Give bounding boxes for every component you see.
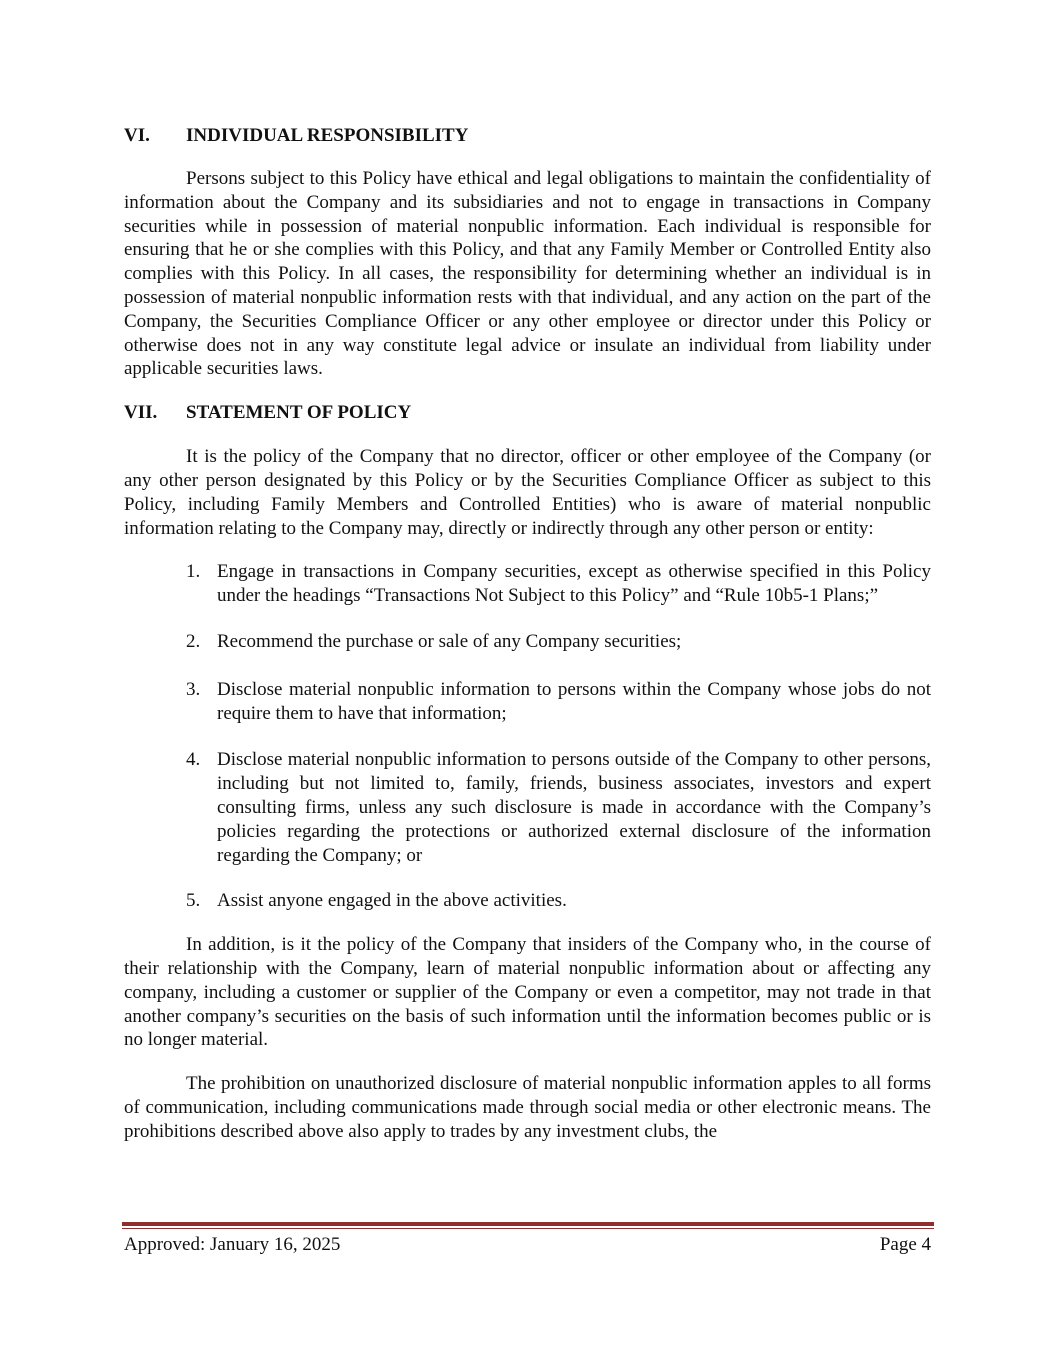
list-item-text: Disclose material nonpublic information to persons within the Company whose jobs do not require them to have that information; xyxy=(217,678,931,724)
list-item xyxy=(124,889,931,913)
document-page xyxy=(124,124,931,1144)
list-item-text: Assist anyone engaged in the above activities. xyxy=(217,890,567,912)
list-item xyxy=(124,748,931,867)
footer-rule xyxy=(122,1222,934,1226)
section-heading-vii xyxy=(124,401,931,425)
paragraph: In addition, is it the policy of the Company that insiders of the Company who, in the course of their relationship with the Company, learn of material nonpublic information about or affecting any company, including a customer or supplier of the Company or even a competitor, may not trade in that another company’s securities on the basis of such information until the information becomes public or is no longer material. xyxy=(124,934,931,1051)
list-item-text: Engage in transactions in Company securities, except as otherwise specified in this Policy under the headings “Transactions Not Subject to this Policy” and “Rule 10b5-1 Plans;” xyxy=(217,561,931,607)
paragraph: The prohibition on unauthorized disclosure of material nonpublic information apples to all forms of communication, including communications made through social media or other electronic means. The prohibitions described above also apply to trades by any investment clubs, the xyxy=(124,1073,931,1142)
section-title: STATEMENT OF POLICY xyxy=(186,402,412,424)
section-heading-vi xyxy=(124,124,931,148)
list-marker: 1. xyxy=(186,561,201,583)
list-item xyxy=(124,560,931,608)
section-number: VII. xyxy=(124,402,158,424)
policy-list xyxy=(124,560,931,913)
paragraph: Persons subject to this Policy have ethical and legal obligations to maintain the confidentiality of information about the Company and its subsidiaries and not to engage in transactions in Company securities while in possession of material nonpublic information. Each individual is responsible for ensuring that he or she complies with this Policy, and that any Family Member or Controlled Entity also complies with this Policy. In all cases, the responsibility for determining whether an individual is in possession of material nonpublic information rests with that individual, and any action on the part of the Company, the Securities Compliance Officer or any other employee or director under this Policy or otherwise does not in any way constitute legal advice or insulate an individual from liability under applicable securities laws. xyxy=(124,168,931,380)
list-item-text: Recommend the purchase or sale of any Company securities; xyxy=(217,630,682,652)
footer-rule-thin xyxy=(122,1228,934,1229)
section-title: INDIVIDUAL RESPONSIBILITY xyxy=(186,125,469,146)
list-item xyxy=(124,678,931,726)
approval-date: Approved: January 16, 2025 xyxy=(124,1234,341,1255)
list-marker: 5. xyxy=(186,890,201,912)
paragraph: It is the policy of the Company that no director, officer or other employee of the Company (or any other person designated by this Policy or by the Securities Compliance Officer as subject to this Policy, including Family Members and Controlled Entities) who is aware of material nonpublic information relating to the Company may, directly or indirectly through any other person or entity: xyxy=(124,446,931,539)
list-marker: 4. xyxy=(186,749,201,771)
page-number: Page 4 xyxy=(879,1234,931,1255)
page-footer xyxy=(124,1233,931,1257)
list-marker: 3. xyxy=(186,678,201,700)
list-marker: 2. xyxy=(186,630,201,652)
list-item xyxy=(124,630,931,654)
section-number: VI. xyxy=(124,125,150,146)
list-item-text: Disclose material nonpublic information to persons outside of the Company to other persons, including but not limited to, family, friends, business associates, investors and expert consulting firms, unless any such disclosure is made in accordance with the Company’s policies regarding the protections or authorized external disclosure of the information regarding the Company; or xyxy=(217,749,931,866)
